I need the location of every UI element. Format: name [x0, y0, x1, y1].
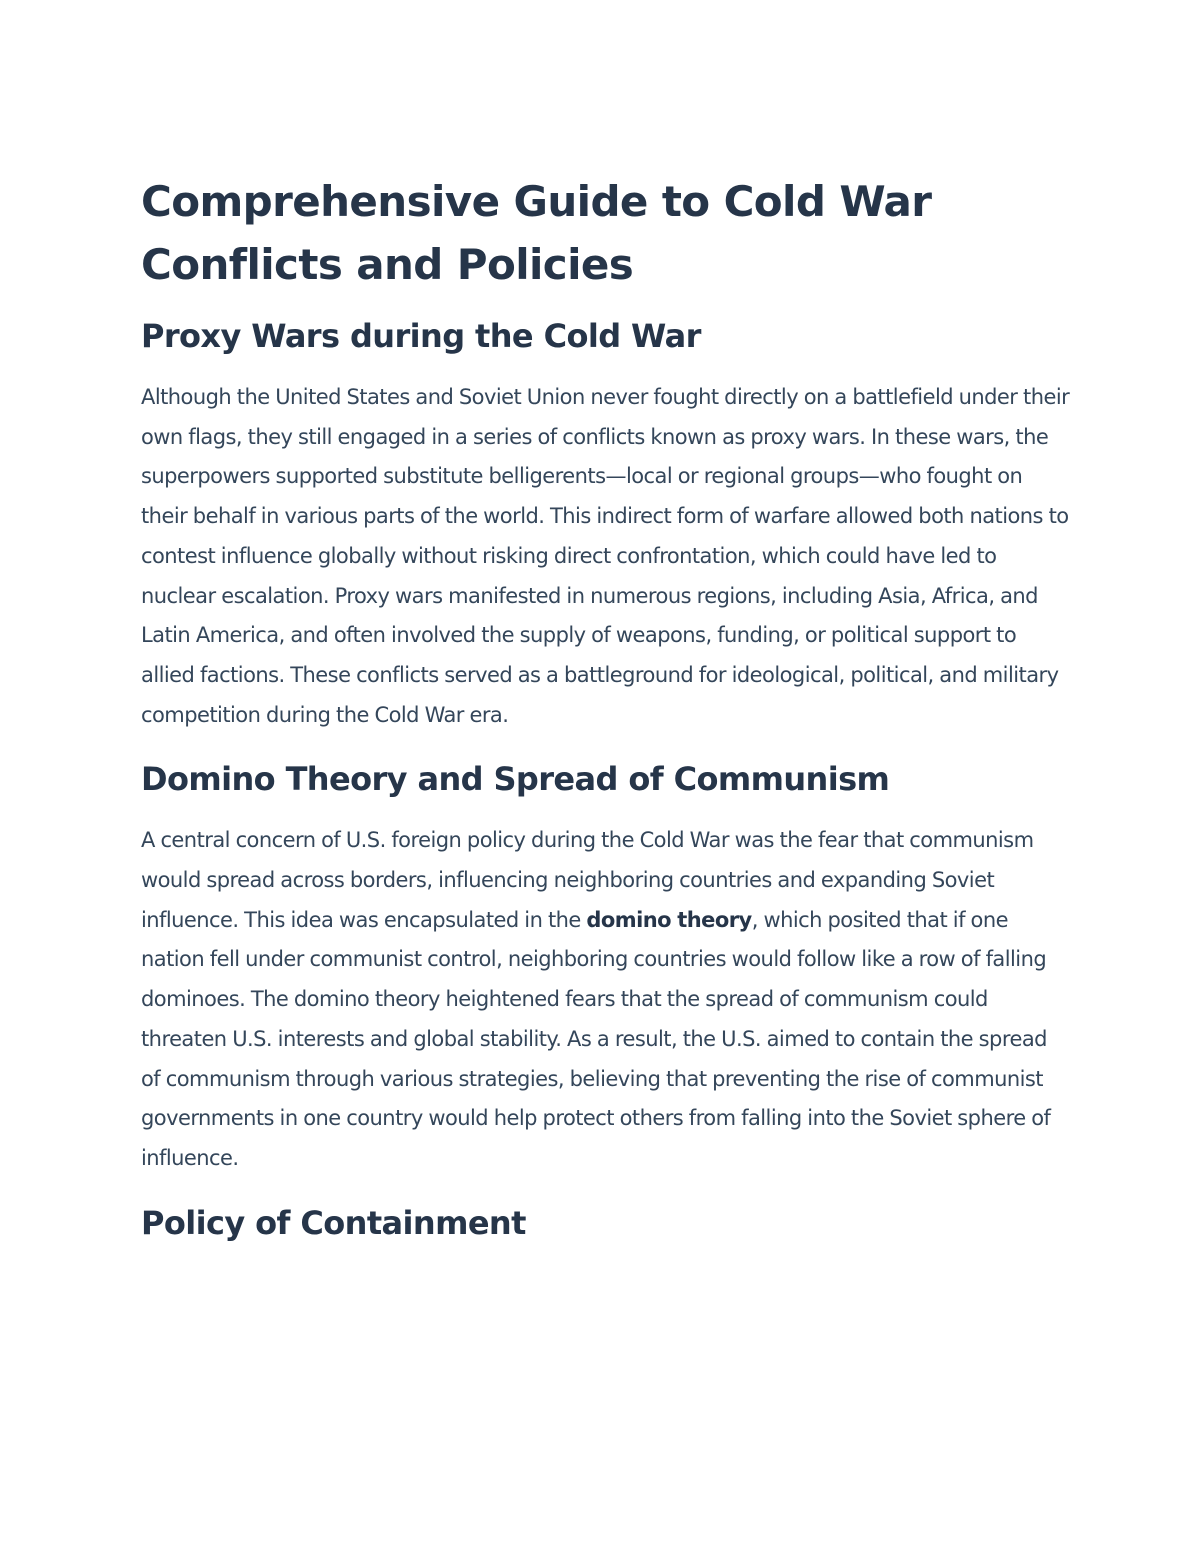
paragraph-text-after-term: , which posited that if one nation fell under communist control, neighboring countries would follow like a row of falling dominoes. The domino theory heightened fears that the spread of communism could threaten U.S. interests and global stability. As a result, the U.S. aimed to contain the spread of communism through various strategies, believing that preventing the rise of communist governments in one country would help protect others from falling into the Soviet sphere of influence.	[141, 907, 1051, 1170]
paragraph-proxy-wars: Although the United States and Soviet Union never fought directly on a battlefield under their own flags, they still engaged in a series of conflicts known as proxy wars. In these wars, the superpowers supported substitute belligerents—local or regional groups—who fought on their behalf in various parts of the world. This indirect form of warfare allowed both nations to contest influence globally without risking direct confrontation, which could have led to nuclear escalation. Proxy wars manifested in numerous regions, including Asia, Africa, and Latin America, and often involved the supply of weapons, funding, or political support to allied factions. These conflicts served as a battleground for ideological, political, and military competition during the Cold War era.	[141, 385, 1070, 727]
section-heading-proxy-wars: Proxy Wars during the Cold War	[141, 317, 701, 355]
bold-term-domino-theory: domino theory	[586, 907, 752, 932]
section-heading-containment: Policy of Containment	[141, 1203, 526, 1242]
document-title: Comprehensive Guide to Cold War Conflicts and Policies	[141, 177, 932, 289]
paragraph-text-before-term: A central concern of U.S. foreign policy during the Cold War was the fear that communism would spread across borders, influencing neighboring countries and expanding Soviet influence. This idea was encapsulated in the	[141, 828, 1034, 932]
paragraph-domino-theory	[141, 821, 1071, 1178]
document-page	[141, 170, 1071, 1245]
section-heading-domino-theory: Domino Theory and Spread of Communism	[141, 760, 890, 799]
